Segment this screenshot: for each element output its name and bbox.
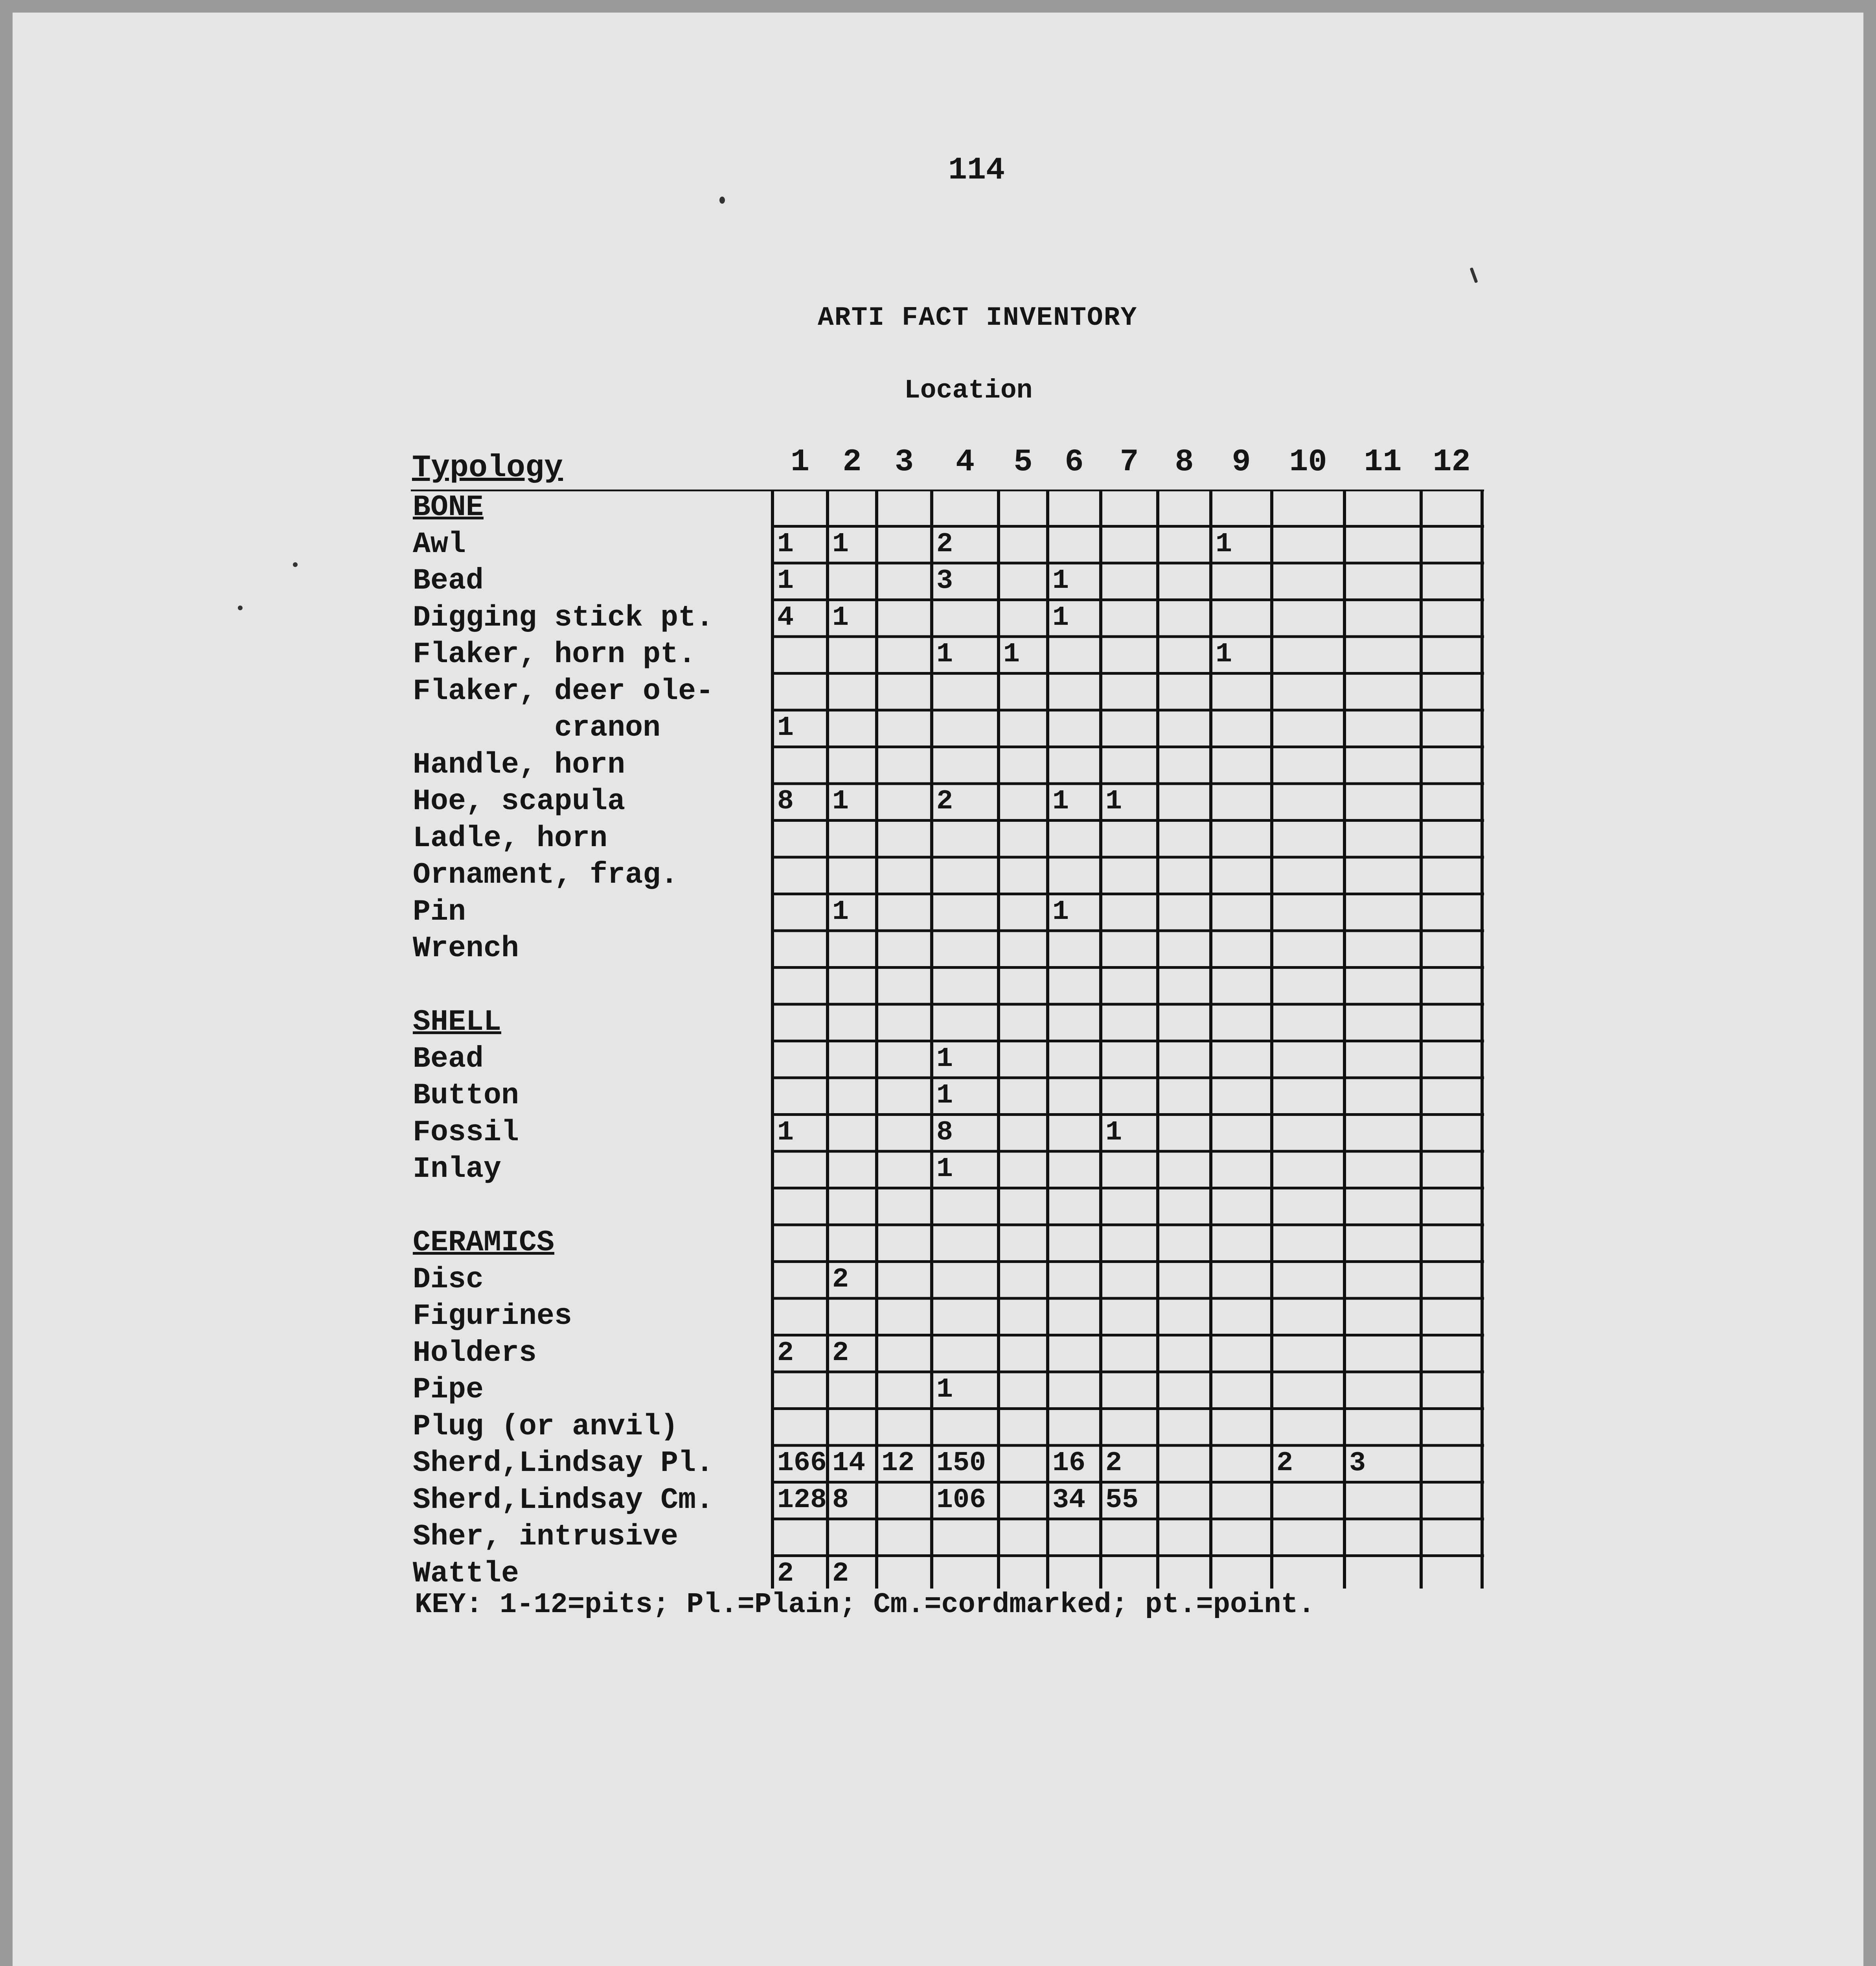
table-cell: 1 (832, 896, 849, 928)
table-cell: 3 (936, 565, 953, 596)
row-label: Holders (413, 1336, 537, 1370)
table-cell: 34 (1052, 1484, 1086, 1516)
row-label: Flaker, horn pt. (413, 638, 696, 671)
table-cell: 2 (1276, 1448, 1293, 1479)
row-label: Ladle, horn (413, 821, 608, 855)
section-label: BONE (413, 491, 484, 524)
section-label: SHELL (413, 1005, 502, 1039)
row-label: Wrench (413, 932, 519, 965)
row-label: Bead (413, 1042, 484, 1076)
table-cell: 1 (1216, 528, 1232, 560)
table-cell: 1 (777, 1117, 794, 1148)
column-header-9: 9 (1232, 444, 1251, 480)
row-label: Wattle (413, 1557, 519, 1590)
column-header-4: 4 (955, 444, 975, 480)
table-cell: 166 (777, 1448, 827, 1479)
table-cell: 128 (777, 1484, 827, 1516)
row-label: Pin (413, 895, 466, 929)
table-cell: 3 (1349, 1448, 1366, 1479)
table-cell: 2 (832, 1337, 849, 1369)
table-cell: 12 (881, 1448, 915, 1479)
table-cell: 1 (1105, 1117, 1122, 1148)
row-label: Button (413, 1079, 519, 1112)
row-label: Handle, horn (413, 748, 625, 782)
table-cell: 1 (832, 602, 849, 633)
row-label: Digging stick pt. (413, 601, 714, 635)
table-subtitle: Location (904, 376, 1033, 406)
row-label: Sher, intrusive (413, 1520, 679, 1554)
column-header-8: 8 (1175, 444, 1194, 480)
table-cell: 1 (832, 786, 849, 817)
row-label: Sherd,Lindsay Pl. (413, 1447, 714, 1480)
table-cell: 1 (1052, 565, 1069, 596)
table-cell: 1 (777, 712, 794, 744)
row-label: Inlay (413, 1152, 502, 1186)
column-header-6: 6 (1065, 444, 1084, 480)
row-label: Flaker, deer ole- (413, 674, 714, 708)
table-cell: 1 (832, 528, 849, 560)
table-cell: 150 (936, 1448, 986, 1479)
column-header-10: 10 (1289, 444, 1327, 480)
column-header-3: 3 (894, 444, 914, 480)
table-cell: 1 (777, 565, 794, 596)
column-header-5: 5 (1013, 444, 1033, 480)
row-label: Sherd,Lindsay Cm. (413, 1483, 714, 1517)
row-label: Fossil (413, 1116, 519, 1149)
column-header-7: 7 (1120, 444, 1139, 480)
ink-speck (719, 197, 725, 204)
row-label: Hoe, scapula (413, 785, 625, 818)
row-label: Bead (413, 564, 484, 598)
table-cell: 1 (936, 1080, 953, 1111)
table-cell: 106 (936, 1484, 986, 1516)
table-cell: 1 (1052, 786, 1069, 817)
table-cell: 1 (936, 1154, 953, 1185)
table-cell: 14 (832, 1448, 866, 1479)
row-label: Awl (413, 527, 466, 561)
row-label: Pipe (413, 1373, 484, 1406)
ink-speck (238, 606, 243, 610)
table-cell: 1 (1003, 639, 1020, 670)
page-number: 114 (948, 153, 1005, 188)
typology-header: Typology (412, 450, 563, 486)
row-label: cranon (413, 711, 661, 745)
page-title: ARTI FACT INVENTORY (818, 303, 1138, 333)
row-label: Figurines (413, 1300, 572, 1333)
table-cell: 8 (777, 786, 794, 817)
table-cell: 4 (777, 602, 794, 633)
column-header-11: 11 (1364, 444, 1402, 480)
table-cell: 2 (936, 786, 953, 817)
row-label: Ornament, frag. (413, 858, 679, 892)
column-header-12: 12 (1433, 444, 1471, 480)
column-header-2: 2 (842, 444, 862, 480)
table-cell: 16 (1052, 1448, 1086, 1479)
table-cell: 1 (777, 528, 794, 560)
table-cell: 1 (1216, 639, 1232, 670)
table-cell: 8 (936, 1117, 953, 1148)
table-cell: 2 (936, 528, 953, 560)
table-cell: 2 (1105, 1448, 1122, 1479)
column-header-1: 1 (790, 444, 809, 480)
table-cell: 1 (1105, 786, 1122, 817)
row-label: Disc (413, 1263, 484, 1296)
table-cell: 1 (1052, 896, 1069, 928)
row-label: Plug (or anvil) (413, 1410, 679, 1443)
table-key: KEY: 1-12=pits; Pl.=Plain; Cm.=cordmarked; pt.=point. (415, 1589, 1315, 1621)
table-cell: 2 (832, 1558, 849, 1589)
table-cell: 8 (832, 1484, 849, 1516)
table-cell: 1 (936, 1374, 953, 1405)
table-cell: 1 (936, 639, 953, 670)
table-cell: 2 (777, 1558, 794, 1589)
ink-speck (293, 562, 298, 567)
table-cell: 2 (777, 1337, 794, 1369)
table-cell: 1 (936, 1043, 953, 1075)
table-cell: 2 (832, 1264, 849, 1295)
table-cell: 55 (1105, 1484, 1139, 1516)
table-cell: 1 (1052, 602, 1069, 633)
section-label: CERAMICS (413, 1226, 555, 1259)
